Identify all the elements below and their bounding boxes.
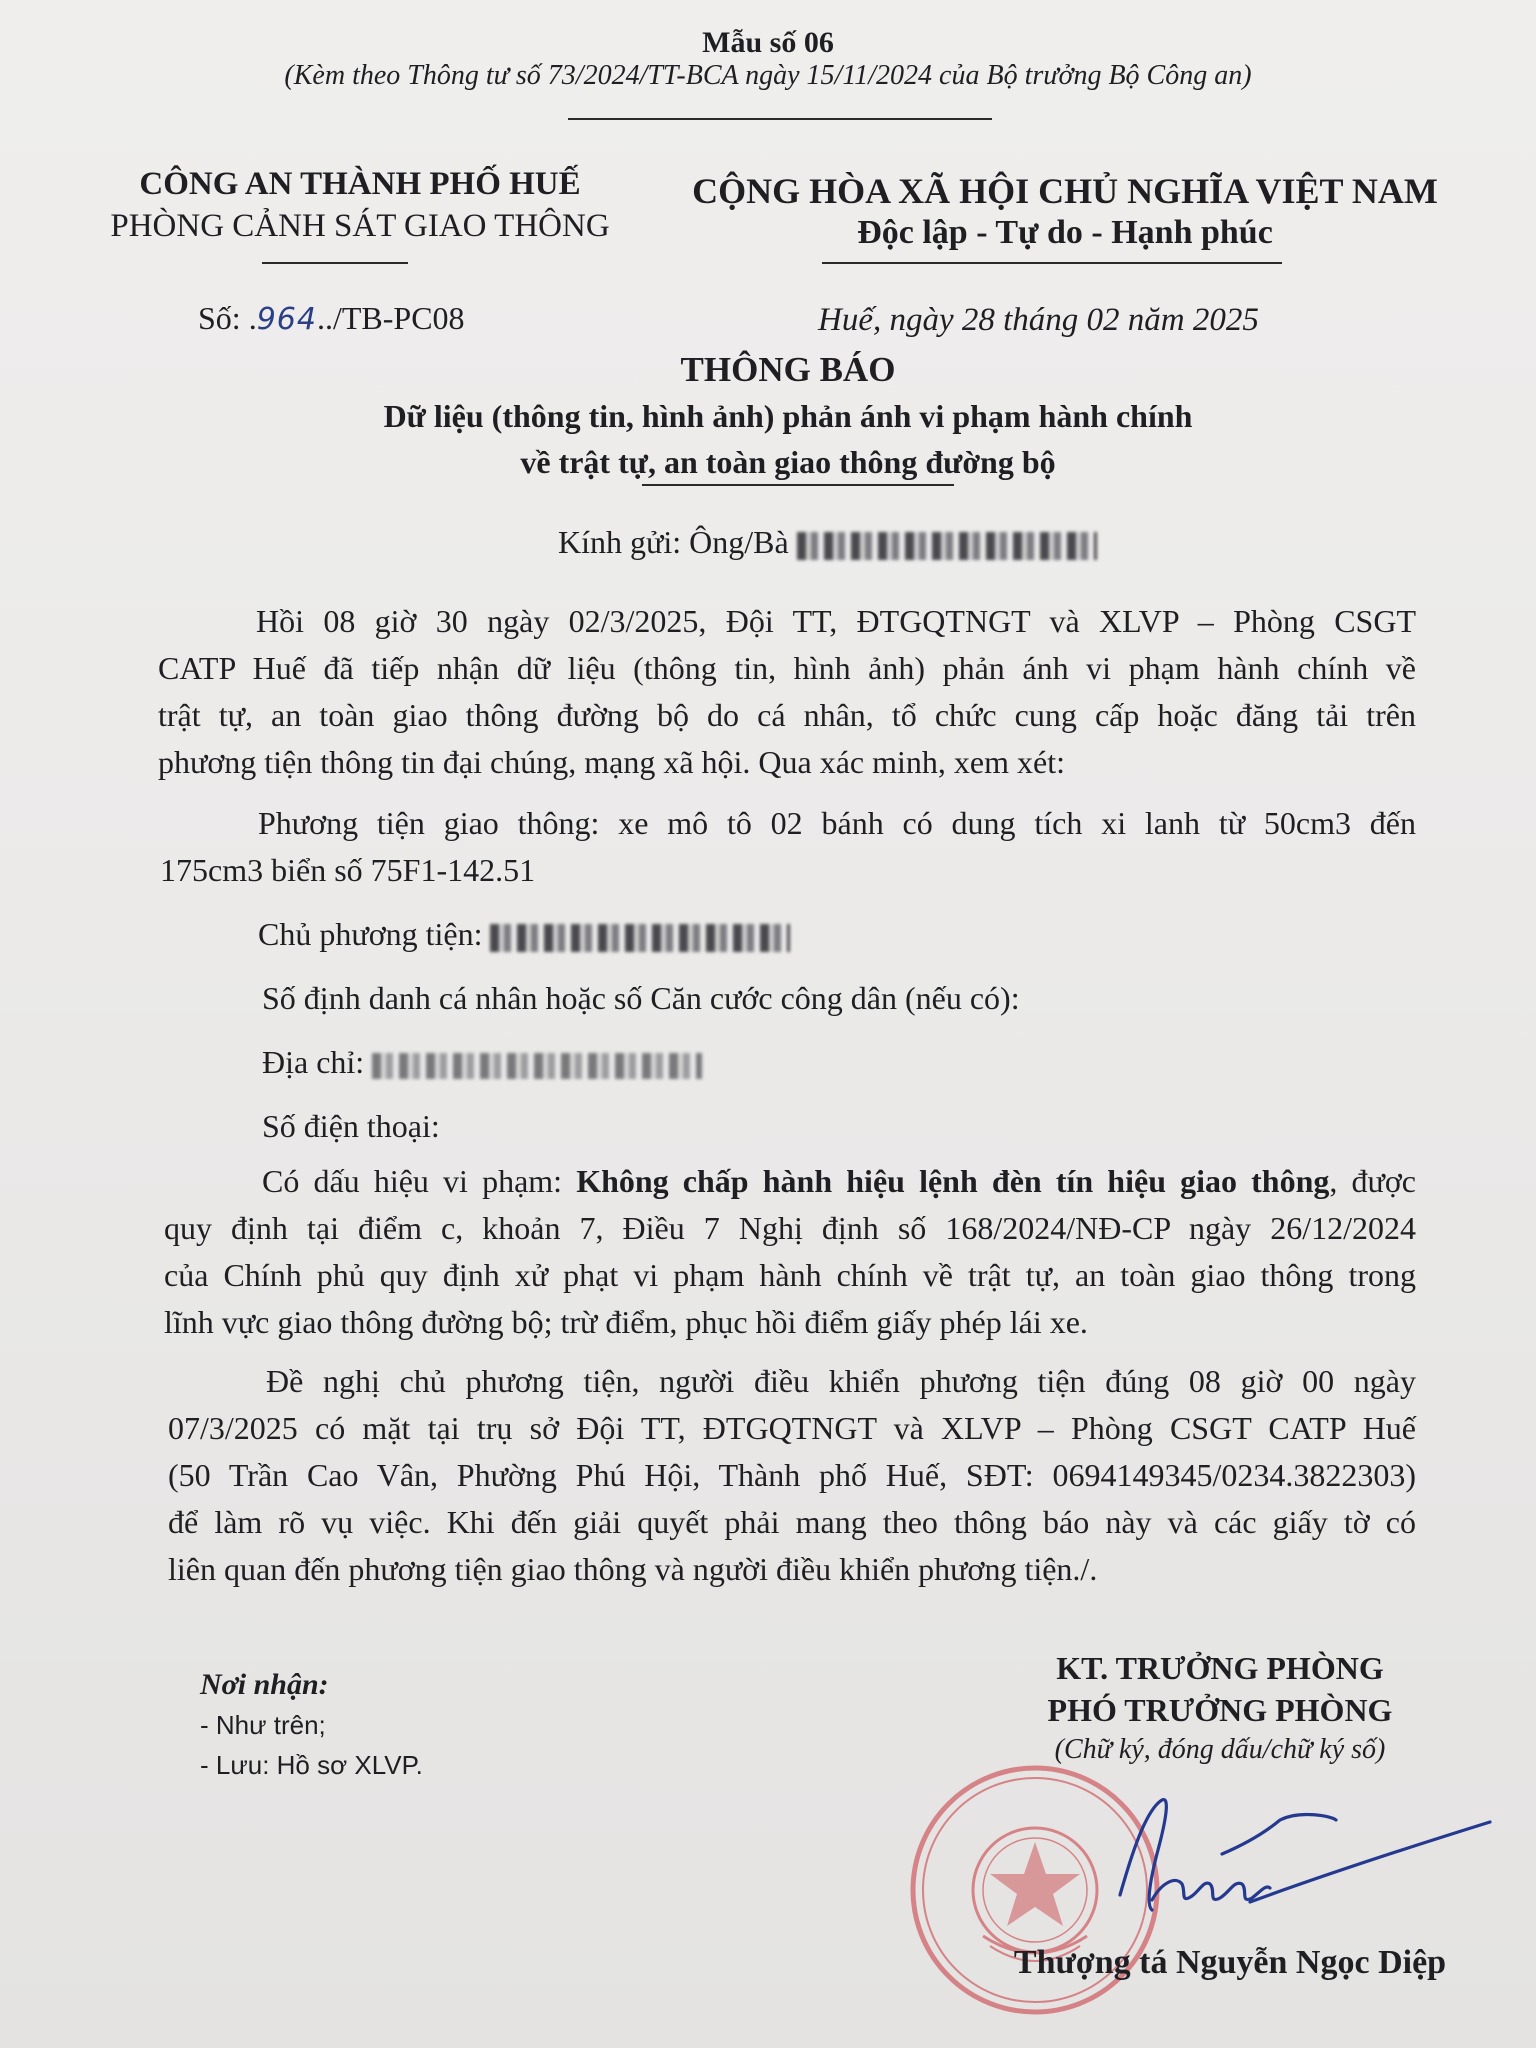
text-line: quy định tại điểm c, khoản 7, Điều 7 Nghị định số 168/2024/NĐ-CP ngày 26/12/2024 xyxy=(164,1210,1416,1246)
text-line: phương tiện thông tin đại chúng, mạng xã hội. Qua xác minh, xem xét: xyxy=(158,744,1065,780)
paragraph-summons xyxy=(168,1358,1416,1593)
violation-prefix: Có dấu hiệu vi phạm: xyxy=(262,1163,577,1199)
national-motto: Độc lập - Tự do - Hạnh phúc xyxy=(857,214,1273,251)
receiver-item: - Lưu: Hồ sơ XLVP. xyxy=(200,1750,423,1780)
doc-number-prefix: Số: . xyxy=(198,300,257,336)
text-line: 07/3/2025 có mặt tại trụ sở Đội TT, ĐTGQTNGT và XLVP – Phòng CSGT CATP Huế xyxy=(168,1410,1416,1446)
text-line: CATP Huế đã tiếp nhận dữ liệu (thông tin, hình ảnh) phản ánh vi phạm hành chính về xyxy=(158,650,1416,686)
place-date: Huế, ngày 28 tháng 02 năm 2025 xyxy=(818,302,1259,338)
text-line: 175cm3 biển số 75F1-142.51 xyxy=(160,852,536,888)
form-number: Mẫu số 06 xyxy=(702,26,834,59)
violation-suffix: , được xyxy=(1329,1163,1417,1199)
handwritten-number: 964 xyxy=(256,302,317,337)
document-subtitle-line1: Dữ liệu (thông tin, hình ảnh) phản ánh vi phạm hành chính xyxy=(383,398,1193,434)
handwritten-signature-icon xyxy=(1100,1780,1500,1930)
text-line: để làm rõ vụ việc. Khi đến giải quyết phải mang theo thông báo này và các giấy tờ có xyxy=(168,1504,1416,1540)
document-subtitle-line2: về trật tự, an toàn giao thông đường bộ xyxy=(520,444,1056,480)
text-line: trật tự, an toàn giao thông đường bộ do cá nhân, tổ chức cung cấp hoặc đăng tải trên xyxy=(158,697,1416,733)
form-reference: (Kèm theo Thông tư số 73/2024/TT-BCA ngày 15/11/2024 của Bộ trưởng Bộ Công an) xyxy=(284,60,1252,91)
text-line: Đề nghị chủ phương tiện, người điều khiển phương tiện đúng 08 giờ 00 ngày xyxy=(266,1363,1416,1399)
agency-name: CÔNG AN THÀNH PHỐ HUẾ xyxy=(139,166,581,202)
divider xyxy=(642,484,954,486)
paragraph-violation xyxy=(164,1158,1416,1346)
address-label: Địa chỉ: xyxy=(262,1044,373,1080)
receivers-heading: Nơi nhận: xyxy=(200,1668,329,1701)
owner-label: Chủ phương tiện: xyxy=(258,916,491,952)
paragraph-intake xyxy=(158,598,1416,786)
paragraph-vehicle xyxy=(160,800,1416,894)
phone-line: Số điện thoại: xyxy=(262,1108,440,1144)
doc-number-suffix: ../TB-PC08 xyxy=(316,300,465,336)
recipient-label: Kính gửi: Ông/Bà xyxy=(558,524,797,560)
id-number-line: Số định danh cá nhân hoặc số Căn cước công dân (nếu có): xyxy=(262,980,1020,1016)
signer-name: Thượng tá Nguyễn Ngọc Diệp xyxy=(1013,1944,1447,1981)
signature-note: (Chữ ký, đóng dấu/chữ ký số) xyxy=(1054,1734,1386,1765)
owner-line xyxy=(258,916,790,953)
signature-title-2: PHÓ TRƯỞNG PHÒNG xyxy=(1047,1692,1393,1728)
redacted-owner xyxy=(490,924,790,952)
text-line: Hồi 08 giờ 30 ngày 02/3/2025, Đội TT, ĐTGQTNGT và XLVP – Phòng CSGT xyxy=(256,603,1416,639)
text-line: của Chính phủ quy định xử phạt vi phạm hành chính về trật tự, an toàn giao thông trong xyxy=(164,1257,1416,1293)
text-line xyxy=(164,1158,1416,1205)
text-line: Phương tiện giao thông: xe mô tô 02 bánh có dung tích xi lanh từ 50cm3 đến xyxy=(258,805,1416,841)
address-line xyxy=(262,1044,702,1081)
document-number xyxy=(198,300,465,337)
signature-title-1: KT. TRƯỞNG PHÒNG xyxy=(1056,1650,1384,1686)
divider xyxy=(822,262,1282,264)
nation-name: CỘNG HÒA XÃ HỘI CHỦ NGHĨA VIỆT NAM xyxy=(692,171,1438,211)
recipient-line xyxy=(558,524,1097,561)
agency-department: PHÒNG CẢNH SÁT GIAO THÔNG xyxy=(110,208,610,244)
text-line: lĩnh vực giao thông đường bộ; trừ điểm, phục hồi điểm giấy phép lái xe. xyxy=(164,1304,1088,1340)
text-line: liên quan đến phương tiện giao thông và người điều khiển phương tiện./. xyxy=(168,1551,1098,1587)
document-title: THÔNG BÁO xyxy=(680,350,896,389)
redacted-address xyxy=(372,1053,702,1079)
violation-name: Không chấp hành hiệu lệnh đèn tín hiệu giao thông xyxy=(576,1163,1330,1199)
redacted-name xyxy=(797,532,1097,560)
divider xyxy=(568,118,992,120)
text-line: (50 Trần Cao Vân, Phường Phú Hội, Thành phố Huế, SĐT: 0694149345/0234.3822303) xyxy=(168,1457,1416,1493)
divider xyxy=(262,262,408,264)
receiver-item: - Như trên; xyxy=(200,1710,326,1740)
